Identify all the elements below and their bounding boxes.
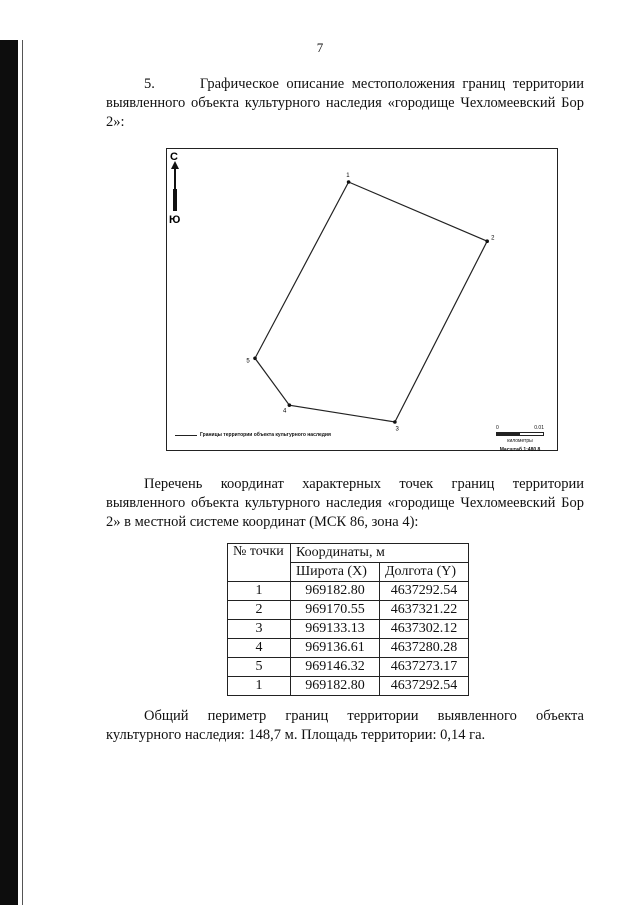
vertex-marker xyxy=(347,180,351,184)
section-text: Графическое описание местоположения границ территории выявленного объекта культурного наследия «городище Чехломеевский Бор 2»: xyxy=(106,76,585,130)
vertex-label: 5 xyxy=(246,358,250,365)
scale-bar-graphic xyxy=(496,432,544,436)
cell-latitude: 969133.13 xyxy=(291,620,380,639)
header-longitude: Долгота (Y) xyxy=(380,563,469,582)
table-row xyxy=(228,582,469,601)
cell-latitude: 969136.61 xyxy=(291,639,380,658)
vertex-marker xyxy=(288,403,292,407)
coordinates-table-body xyxy=(228,582,469,696)
vertex-marker xyxy=(485,239,489,243)
table-header-row xyxy=(228,544,469,563)
cell-point: 4 xyxy=(228,639,291,658)
cell-point: 3 xyxy=(228,620,291,639)
scale-bar-units: километры xyxy=(507,438,533,444)
vertex-marker xyxy=(253,356,257,360)
cell-latitude: 969182.80 xyxy=(291,677,380,696)
cell-point: 1 xyxy=(228,677,291,696)
vertex-label: 1 xyxy=(346,173,350,180)
cell-longitude: 4637292.54 xyxy=(380,582,469,601)
coordinates-intro: Перечень координат характерных точек границ территории выявленного объекта культурного наследия «городище Чехломеевский Бор 2» в местной системе координат (МСК 86, зона 4): xyxy=(106,476,584,530)
boundary-vertices xyxy=(246,173,495,432)
cell-latitude: 969146.32 xyxy=(291,658,380,677)
header-point: № точки xyxy=(228,544,291,582)
table-row xyxy=(228,620,469,639)
legend-label: Границы территории объекта культурного наследия xyxy=(200,432,331,438)
cell-longitude: 4637302.12 xyxy=(380,620,469,639)
page-number: 7 xyxy=(316,40,324,55)
vertex-label: 3 xyxy=(395,426,399,433)
south-label: Ю xyxy=(169,214,181,226)
scale-bar-end: 0.01 xyxy=(534,425,544,431)
cell-longitude: 4637280.28 xyxy=(380,639,469,658)
summary-paragraph: Общий периметр границ территории выявленного объекта культурного наследия: 148,7 м. Площадь территории: 0,14 га. xyxy=(106,708,584,743)
cell-latitude: 969170.55 xyxy=(291,601,380,620)
header-coordinates: Координаты, м xyxy=(291,544,469,563)
south-arrow-bar xyxy=(173,189,177,211)
boundary-map-canvas xyxy=(167,149,557,450)
scan-edge-bar xyxy=(0,40,18,905)
cell-point: 5 xyxy=(228,658,291,677)
section-number: 5. xyxy=(144,76,155,92)
vertex-label: 4 xyxy=(283,408,287,415)
vertex-label: 2 xyxy=(491,235,495,242)
map-legend xyxy=(175,432,331,438)
table-row xyxy=(228,601,469,620)
table-row xyxy=(228,639,469,658)
cell-longitude: 4637321.22 xyxy=(380,601,469,620)
section-paragraph xyxy=(106,75,584,132)
north-label: С xyxy=(170,151,178,163)
table-row xyxy=(228,658,469,677)
scale-text: Масштаб 1:480.8 xyxy=(499,447,541,453)
cell-longitude: 4637273.17 xyxy=(380,658,469,677)
vertex-marker xyxy=(393,420,397,424)
cell-point: 2 xyxy=(228,601,291,620)
coordinates-table xyxy=(227,543,469,696)
scale-bar-start: 0 xyxy=(496,425,499,431)
cell-point: 1 xyxy=(228,582,291,601)
boundary-map xyxy=(166,148,558,451)
scale-bar xyxy=(496,425,544,453)
boundary-polygon xyxy=(255,182,487,422)
header-latitude: Широта (X) xyxy=(291,563,380,582)
scan-edge-line xyxy=(22,40,23,905)
cell-latitude: 969182.80 xyxy=(291,582,380,601)
legend-line-swatch xyxy=(175,435,197,436)
table-row xyxy=(228,677,469,696)
cell-longitude: 4637292.54 xyxy=(380,677,469,696)
